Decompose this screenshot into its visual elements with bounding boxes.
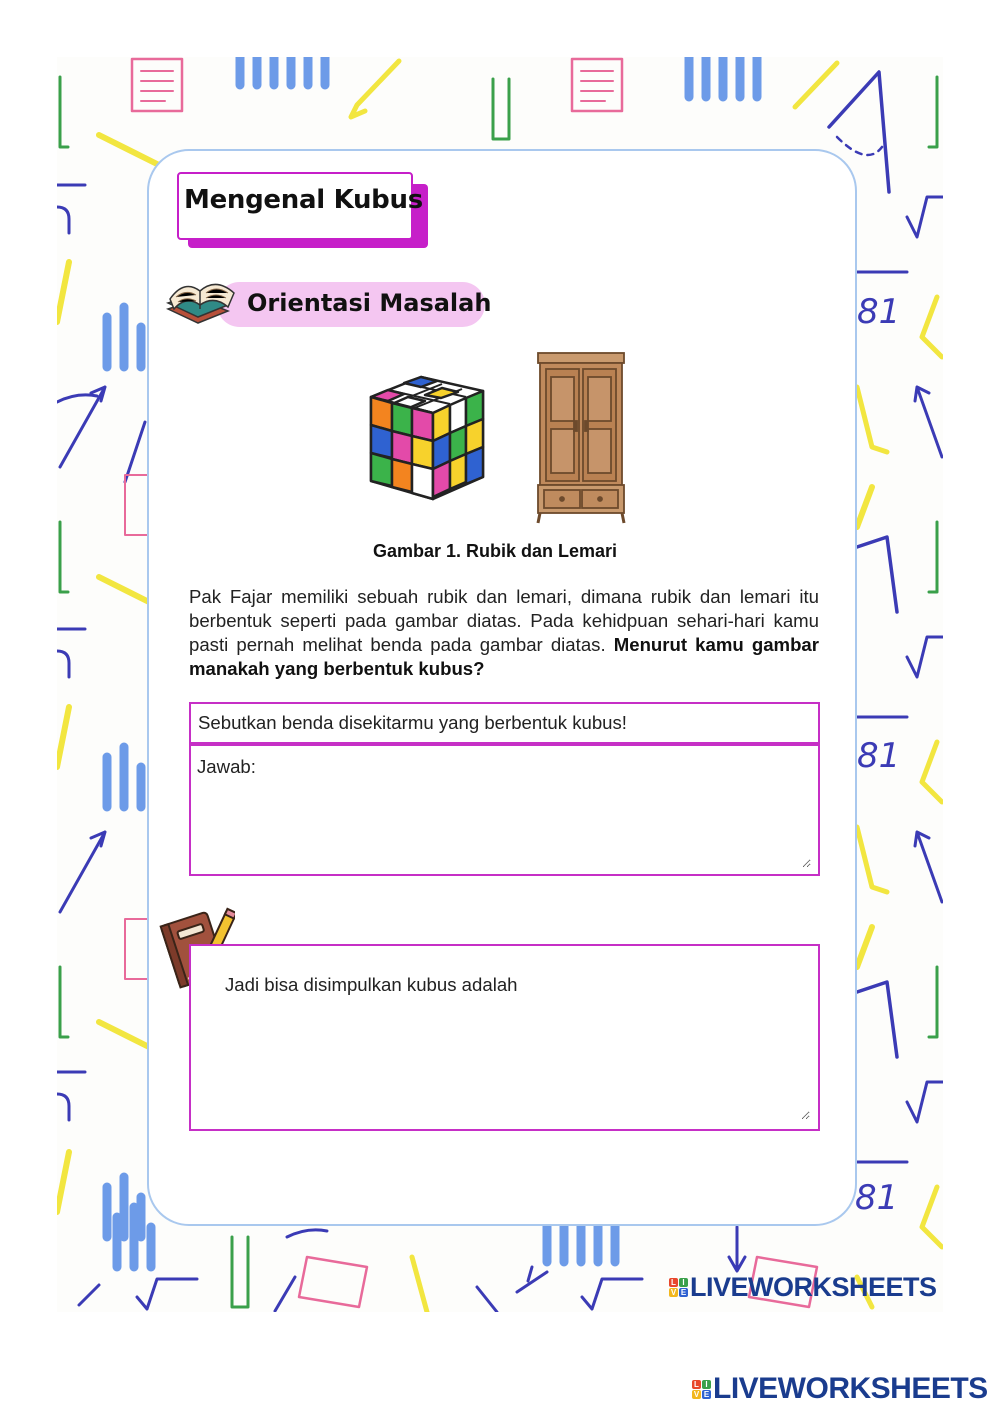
conclusion-box: [189, 944, 820, 1131]
svg-text:81: 81: [857, 736, 901, 776]
liveworksheets-watermark-inner: [669, 1272, 937, 1303]
logo-letter-i: I: [702, 1380, 711, 1389]
answer-box: [189, 744, 820, 876]
conclusion-prompt: Jadi bisa disimpulkan kubus adalah: [225, 974, 518, 995]
problem-paragraph-text: Pak Fajar memiliki sebuah rubik dan lemari, dimana rubik dan lemari itu berbentuk seperti pada gambar diatas. Pada kehidpuan sehari-hari kamu pasti pernah melihat benda pada gambar diatas.: [189, 586, 819, 655]
problem-question-bold: Menurut kamu gambar manakah yang berbentuk kubus?: [189, 634, 820, 679]
liveworksheets-logo-icon-bottom: [692, 1380, 711, 1399]
question-text: Sebutkan benda disekitarmu yang berbentuk kubus!: [198, 712, 627, 733]
liveworksheets-wordmark: LIVEWORKSHEETS: [690, 1272, 937, 1302]
open-book-icon: [162, 269, 242, 334]
svg-text:81: 81: [855, 1178, 899, 1218]
liveworksheets-logo-icon: [669, 1278, 688, 1297]
logo-letter-v: V: [670, 1288, 677, 1297]
logo-letter-l: L: [669, 1278, 678, 1287]
rubik-cube-icon: [367, 375, 487, 506]
wardrobe-icon: [534, 349, 630, 530]
answer-label: Jawab:: [197, 756, 256, 777]
svg-text:81: 81: [857, 292, 901, 332]
figure-caption: [57, 541, 943, 562]
liveworksheets-wordmark-bottom: LIVEWORKSHEETS: [713, 1372, 988, 1405]
logo-letter-e: E: [680, 1288, 687, 1297]
conclusion-input[interactable]: [211, 1006, 810, 1120]
logo-letter-e: E: [703, 1389, 710, 1399]
answer-input[interactable]: [197, 784, 811, 868]
logo-letter-v: V: [693, 1389, 700, 1399]
worksheet-page: [57, 57, 943, 1312]
section-heading: Orientasi Masalah: [247, 289, 492, 317]
problem-paragraph: [189, 585, 819, 681]
figure-caption-text: Gambar 1. Rubik dan Lemari: [372, 541, 618, 561]
page-title: Mengenal Kubus: [184, 185, 423, 215]
logo-letter-i: I: [679, 1278, 688, 1287]
question-box: [189, 702, 820, 744]
liveworksheets-watermark-bottom: [692, 1372, 988, 1406]
logo-letter-l: L: [692, 1380, 701, 1389]
